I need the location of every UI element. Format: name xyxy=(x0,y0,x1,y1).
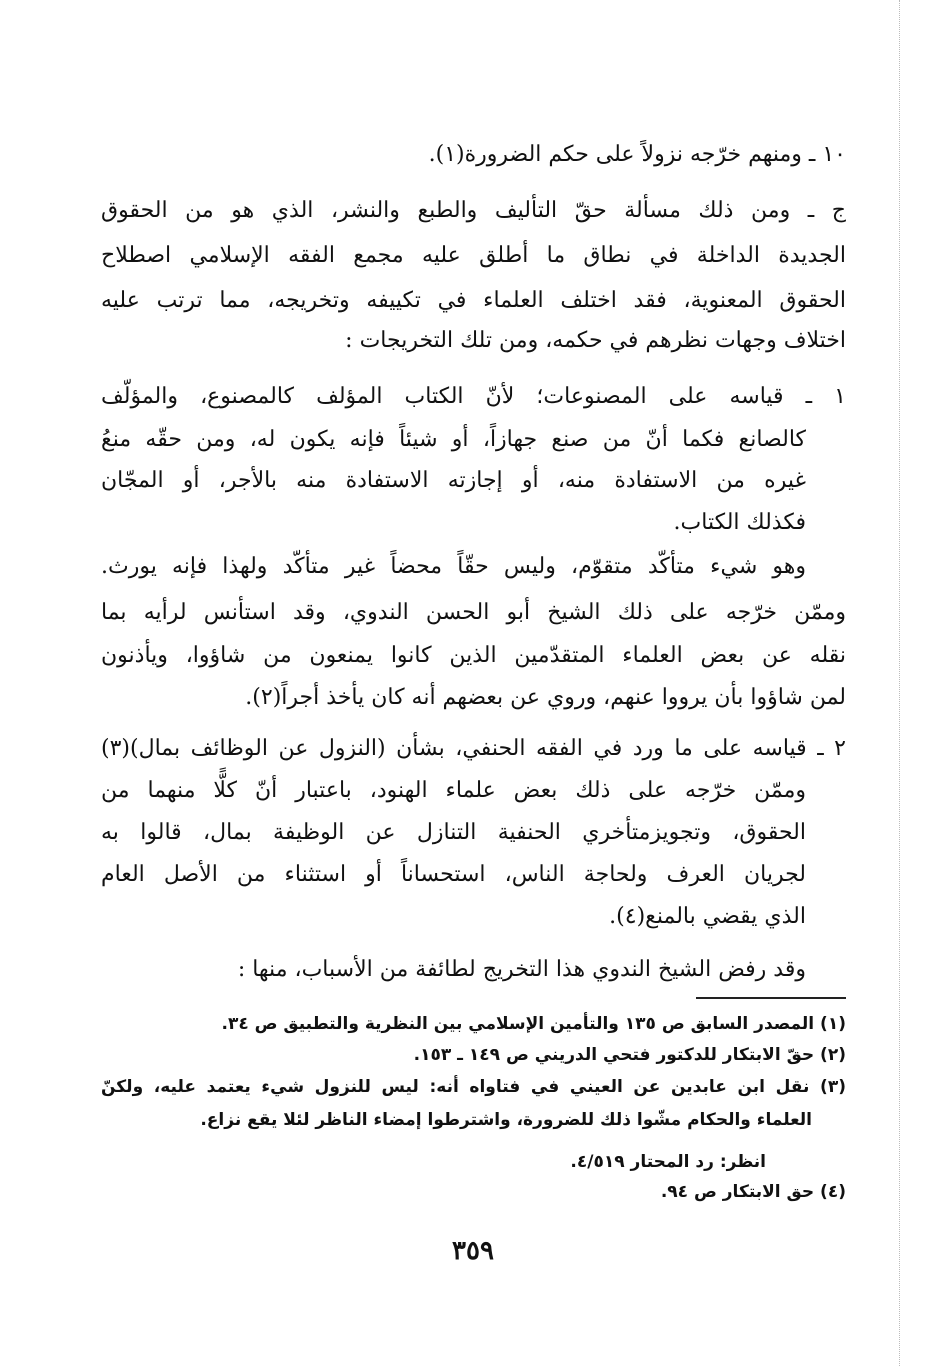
body-line-12: نقله عن بعض العلماء المتقدّمين الذين كانوا يمنعون من شاؤوا، ويأذنون xyxy=(101,643,846,668)
body-line-7: كالصانع فكما أنّ من صنع جهازاً، أو شيئاً فإنه يكون له، ومن حقّه منعُ xyxy=(101,427,806,452)
footnote-1: (١) المصدر السابق ص ١٣٥ والتأمين الإسلامي بين النظرية والتطبيق ص ٣٤. xyxy=(221,1014,846,1034)
body-line-14: ٢ ـ قياسه على ما ورد في الفقه الحنفي، بشأن (النزول عن الوظائف بمال)(٣) xyxy=(101,736,846,761)
footnote-2: (٢) حقّ الابتكار للدكتور فتحي الدريني ص ١٤٩ ـ ١٥٣. xyxy=(413,1045,846,1065)
body-line-8: غيره من الاستفادة منه، أو إجازته الاستفادة منه بالأجر، أو المجّان xyxy=(101,468,806,493)
footnote-3-cont: العلماء والحكام مشّوا ذلك للضرورة، واشترطوا إمضاء الناظر لئلا يقع نزاع. xyxy=(200,1110,812,1130)
body-line-3: الجديدة الداخلة في نطاق ما أطلق عليه مجمع الفقه الإسلامي اصطلاح xyxy=(101,243,846,268)
body-line-2: ج ـ ومن ذلك مسألة حقّ التأليف والطبع والنشر، الذي هو من الحقوق xyxy=(101,198,846,223)
body-line-15: وممّن خرّجه على ذلك بعض علماء الهنود، باعتبار أنّ كلًّا منهما من xyxy=(101,778,806,803)
body-line-11: وممّن خرّجه على ذلك الشيخ أبو الحسن الندوي، وقد استأنس لرأيه بما xyxy=(101,600,846,625)
body-line-19: وقد رفض الشيخ الندوي هذا التخريج لطائفة من الأسباب، منها : xyxy=(237,957,806,982)
body-line-10: وهو شيء متأكّد متقوّم، وليس حقّاً محضاً غير متأكّد ولهذا فإنه يورث. xyxy=(101,554,806,579)
footnote-4: (٤) حق الابتكار ص ٩٤. xyxy=(660,1182,846,1202)
footnote-3: (٣) نقل ابن عابدين عن العيني في فتاواه أنه: ليس للنزول شيء يعتمد عليه، ولكنّ xyxy=(101,1077,846,1097)
body-line-13: لمن شاؤوا بأن يرووا عنهم، وروي عن بعضهم أنه كان يأخذ أجراً(٢). xyxy=(245,685,846,710)
body-line-4: الحقوق المعنوية، فقد اختلف العلماء في تكييفه وتخريجه، مما ترتب عليه xyxy=(101,288,846,313)
body-line-18: الذي يقضي بالمنع(٤). xyxy=(609,904,806,929)
body-line-1: ١٠ ـ ومنهم خرّجه نزولاً على حكم الضرورة(١). xyxy=(428,142,846,167)
body-line-9: فكذلك الكتاب. xyxy=(673,510,806,535)
body-line-5: اختلاف وجهات نظرهم في حكمه، ومن تلك التخريجات : xyxy=(345,328,846,353)
body-line-6: ١ ـ قياسه على المصنوعات؛ لأنّ الكتاب المؤلف كالمصنوع، والمؤلّف xyxy=(101,384,846,409)
body-line-17: لجريان العرف ولحاجة الناس، استحساناً أو استثناء من الأصل العام xyxy=(101,862,806,887)
footnote-3-ref: انظر: رد المحتار ٤/٥١٩. xyxy=(570,1152,766,1172)
page-number: ٣٥٩ xyxy=(452,1236,494,1266)
footnote-separator xyxy=(696,997,846,999)
margin-dotted-rule xyxy=(899,0,900,1366)
body-line-16: الحقوق، وتجويزمتأخري الحنفية التنازل عن الوظيفة بمال، قالوا به xyxy=(101,820,806,845)
